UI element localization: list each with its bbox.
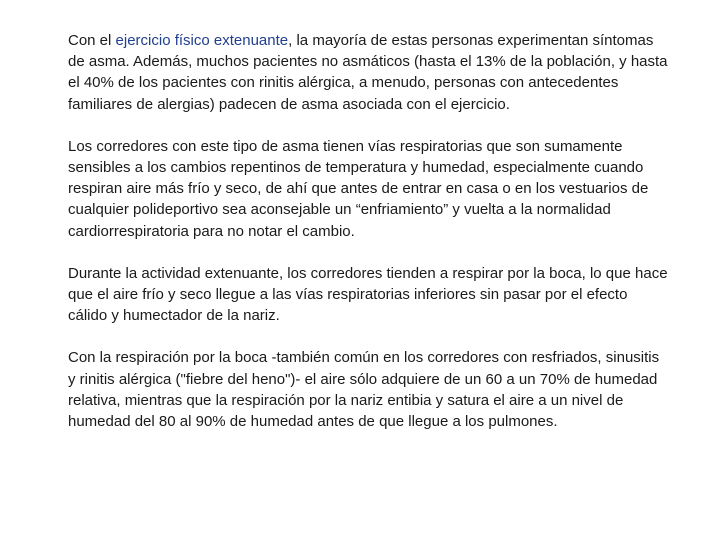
paragraph-1 [68,30,668,115]
exercise-link[interactable]: ejercicio físico extenuante [115,32,289,49]
paragraph-1-rest: , la mayoría de estas personas experimentan síntomas de asma. Además, muchos pacientes no asmáticos (hasta el 13% de la población, y hasta el 40% de los pacientes con rinitis alérgica, a menudo, personas con antecedentes familiares de alergias) padecen de asma asociada con el ejercicio. [68,32,668,113]
document-body [68,30,668,453]
paragraph-4: Con la respiración por la boca -también común en los corredores con resfriados, sinusitis y rinitis alérgica ("fiebre del heno")- el aire sólo adquiere de un 60 a un 70% de humedad relativa, mientras que la respiración por la nariz entibia y satura el aire a un nivel de humedad del 80 al 90% de humedad antes de que llegue a los pulmones. [68,349,660,431]
paragraph-2: Los corredores con este tipo de asma tienen vías respiratorias que son sumamente sensibles a los cambios repentinos de temperatura y humedad, especialmente cuando respiran aire más frío y seco, de ahí que antes de entrar en casa o en los vestuarios de cualquier polideportivo sea aconsejable un “enfriamiento” y vuelta a la normalidad cardiorrespiratoria para no notar el cambio. [68,137,649,240]
paragraph-1-intro: Con el [68,32,116,49]
paragraph-3: Durante la actividad extenuante, los corredores tienden a respirar por la boca, lo que hace que el aire frío y seco llegue a las vías respiratorias inferiores sin pasar por el efecto cálido y humectador de la nariz. [68,264,668,325]
